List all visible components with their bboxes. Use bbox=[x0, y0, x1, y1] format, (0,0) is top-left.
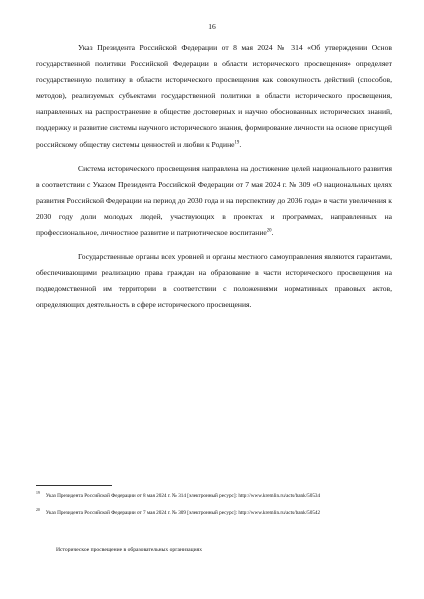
footnote-20 bbox=[36, 509, 392, 517]
footnote-reference[interactable]: 19 bbox=[234, 140, 240, 146]
footnote-separator bbox=[36, 485, 112, 486]
footnote-text: Указ Президента Российской Федерации от 8 мая 2024 г. № 314 [электронный ресурс]: http://www.kremlin.ru/acts/bank/50534 bbox=[45, 493, 321, 499]
footnote-19 bbox=[36, 492, 392, 500]
paragraph-end: . bbox=[271, 228, 274, 238]
paragraph-end: . bbox=[239, 139, 242, 149]
paragraph-national-goals bbox=[36, 161, 392, 241]
main-text bbox=[36, 40, 392, 322]
page-number: 16 bbox=[208, 22, 216, 31]
paragraph-text: Государственные органы всех уровней и органы местного самоуправления являются гарантами, обеспечивающими реализацию права граждан на образование в части исторического просвещения на подведомственной им территории в соответствии с положениями нормативных правовых актов, определяющих деятельность в сфере исторического просвещения. bbox=[36, 252, 392, 310]
paragraph-text: Указ Президента Российской Федерации от 8 мая 2024 № 314 «Об утверждении Основ государственной политики Российской Федерации в области исторического просвещения» определяет государственную политику в области исторического просвещения как совокупность действий (способов, методов), реализуемых субъектами государственной политики в области исторического просвещения, направленных на распространение в обществе достоверных и научно обоснованных исторических знаний, поддержку и развитие системы научного исторического знания, формирование личности на основе присущей российскому обществу системы ценностей и любви к Родине bbox=[36, 43, 392, 149]
paragraph-text: Система исторического просвещения направлена на достижение целей национального развития в соответствии с Указом Президента Российской Федерации от 7 мая 2024 г. № 309 «О национальных целях развития Российской Федерации на период до 2030 года и на перспективу до 2036 года» в части увеличения к 2030 году доли молодых людей, участвующих в проектах и программах, направленных на профессиональное, личностное развитие и патриотическое воспитание bbox=[36, 163, 392, 238]
footnote-number: 19 bbox=[36, 491, 40, 496]
footnote-text: Указ Президента Российской Федерации от 7 мая 2024 г. № 309 [электронный ресурс]: http://www.kremlin.ru/acts/bank/50542 bbox=[45, 510, 321, 517]
footnote-reference[interactable]: 20 bbox=[266, 228, 272, 234]
paragraph-state-bodies bbox=[36, 249, 392, 313]
footnotes bbox=[36, 492, 392, 526]
paragraph-decree-314 bbox=[36, 40, 392, 153]
footnote-number: 20 bbox=[36, 508, 40, 513]
footer-document-title: Историческое просвещение в образовательных организациях bbox=[56, 547, 203, 553]
